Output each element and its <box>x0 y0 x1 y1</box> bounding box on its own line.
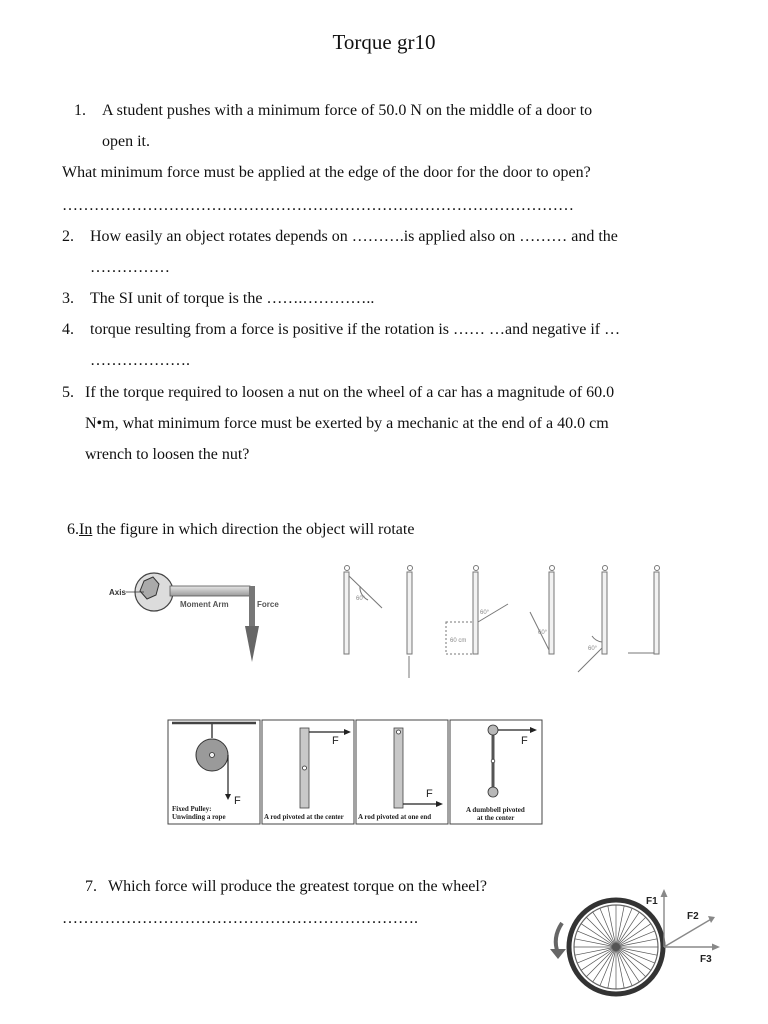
q1-line-1: A student pushes with a minimum force of 50.0 N on the middle of a door to <box>102 102 593 119</box>
q1-line-2: open it. <box>102 133 150 150</box>
q5-line-2: N•m, what minimum force must be exerted by a mechanic at the end of a 40.0 cm <box>85 415 609 432</box>
rod1 <box>344 572 349 654</box>
wheel-spoke <box>616 947 646 977</box>
axis-label: Axis <box>109 588 126 597</box>
dumbbell-top-weight <box>488 725 498 735</box>
rod5-angle: 60° <box>588 646 598 652</box>
dumbbell-pivot <box>491 759 495 763</box>
rod-end <box>394 728 403 808</box>
rod6-pivot <box>655 566 660 571</box>
dumbbell-bottom-weight <box>488 787 498 797</box>
moment-arm-label: Moment Arm <box>180 600 229 609</box>
page-title: Torque gr10 <box>332 30 436 54</box>
q2-number: 2. <box>62 228 74 245</box>
rotation-arrow <box>556 923 562 953</box>
wheel-diagram <box>540 883 730 1013</box>
rod2-pivot <box>408 566 413 571</box>
q1-answer-line: …………………………………………………………………………………… <box>62 197 574 214</box>
rod-end-force-label: F <box>426 788 433 800</box>
dumbbell-force-label: F <box>521 735 528 747</box>
rod1-force <box>349 576 382 608</box>
q4-line-1: torque resulting from a force is positive if the rotation is …… …and negative if … <box>90 321 621 338</box>
rod-center-force-label: F <box>332 735 339 747</box>
q5-number: 5. <box>62 384 74 401</box>
rod5-pivot <box>603 566 608 571</box>
dumbbell-caption-2: at the center <box>477 814 515 822</box>
q6-prefix: 6. <box>67 521 79 538</box>
q5-line-3: wrench to loosen the nut? <box>85 446 250 463</box>
dumbbell-caption-1: A dumbbell pivoted <box>466 806 525 814</box>
rod3-length: 60 cm <box>450 638 467 644</box>
rod3-pivot <box>474 566 479 571</box>
q2-line-1: How easily an object rotates depends on ……….is applied also on ……… and the <box>90 228 618 245</box>
wheel-spoke <box>586 947 616 977</box>
bicycle-wheel <box>569 900 663 994</box>
f2-arrow <box>664 918 713 947</box>
rods-diagram <box>330 542 675 684</box>
rod4-angle: 60° <box>538 630 548 636</box>
rod1-pivot <box>345 566 350 571</box>
q7-answer-line: …………………………………………………………. <box>62 910 418 927</box>
q7-text: Which force will produce the greatest torque on the wheel? <box>108 878 487 895</box>
panels-diagram <box>166 718 544 828</box>
wrench-diagram <box>104 572 294 664</box>
rod-end-pivot <box>397 730 401 734</box>
q2-line-2: …………… <box>90 259 170 276</box>
wrench-arm <box>170 586 250 596</box>
rod5 <box>602 572 607 654</box>
pulley-caption-2: Unwinding a rope <box>172 813 226 821</box>
q5-line-1: If the torque required to loosen a nut on the wheel of a car has a magnitude of 60.0 <box>85 384 615 401</box>
q4-line-2: ………………. <box>90 352 190 369</box>
force-arrow-head <box>245 626 259 662</box>
q4-number: 4. <box>62 321 74 338</box>
q3-number: 3. <box>62 290 74 307</box>
q6-rest: the figure in which direction the object will rotate <box>92 521 415 538</box>
q1-line-3: What minimum force must be applied at the edge of the door for the door to open? <box>62 164 591 181</box>
rod2 <box>407 572 412 654</box>
f1-label: F1 <box>646 896 658 907</box>
f2-label: F2 <box>687 911 699 922</box>
pulley-force-label: F <box>234 795 241 807</box>
rod1-angle: 60° <box>356 596 366 602</box>
q1-number: 1. <box>74 102 86 119</box>
q6-text <box>67 520 414 540</box>
rod-center-pivot <box>303 766 307 770</box>
rod4 <box>549 572 554 654</box>
q3-text: The SI unit of torque is the …….………….. <box>90 290 375 307</box>
rod-end-caption: A rod pivoted at one end <box>358 813 432 821</box>
pulley-force-arrow <box>225 794 231 800</box>
rod-center-caption: A rod pivoted at the center <box>264 813 344 821</box>
q6-first-word: In <box>79 521 93 538</box>
rod3-angle: 60° <box>480 610 490 616</box>
wheel-spoke <box>586 917 616 947</box>
wheel-spoke <box>616 917 646 947</box>
rod3 <box>473 572 478 654</box>
force-label: Force <box>257 600 279 609</box>
q7-number: 7. <box>85 878 97 895</box>
pulley-caption-1: Fixed Pulley: <box>172 805 212 813</box>
rod4-pivot <box>550 566 555 571</box>
rotation-arrow-head <box>550 949 566 959</box>
rod6 <box>654 572 659 654</box>
f3-label: F3 <box>700 954 712 965</box>
